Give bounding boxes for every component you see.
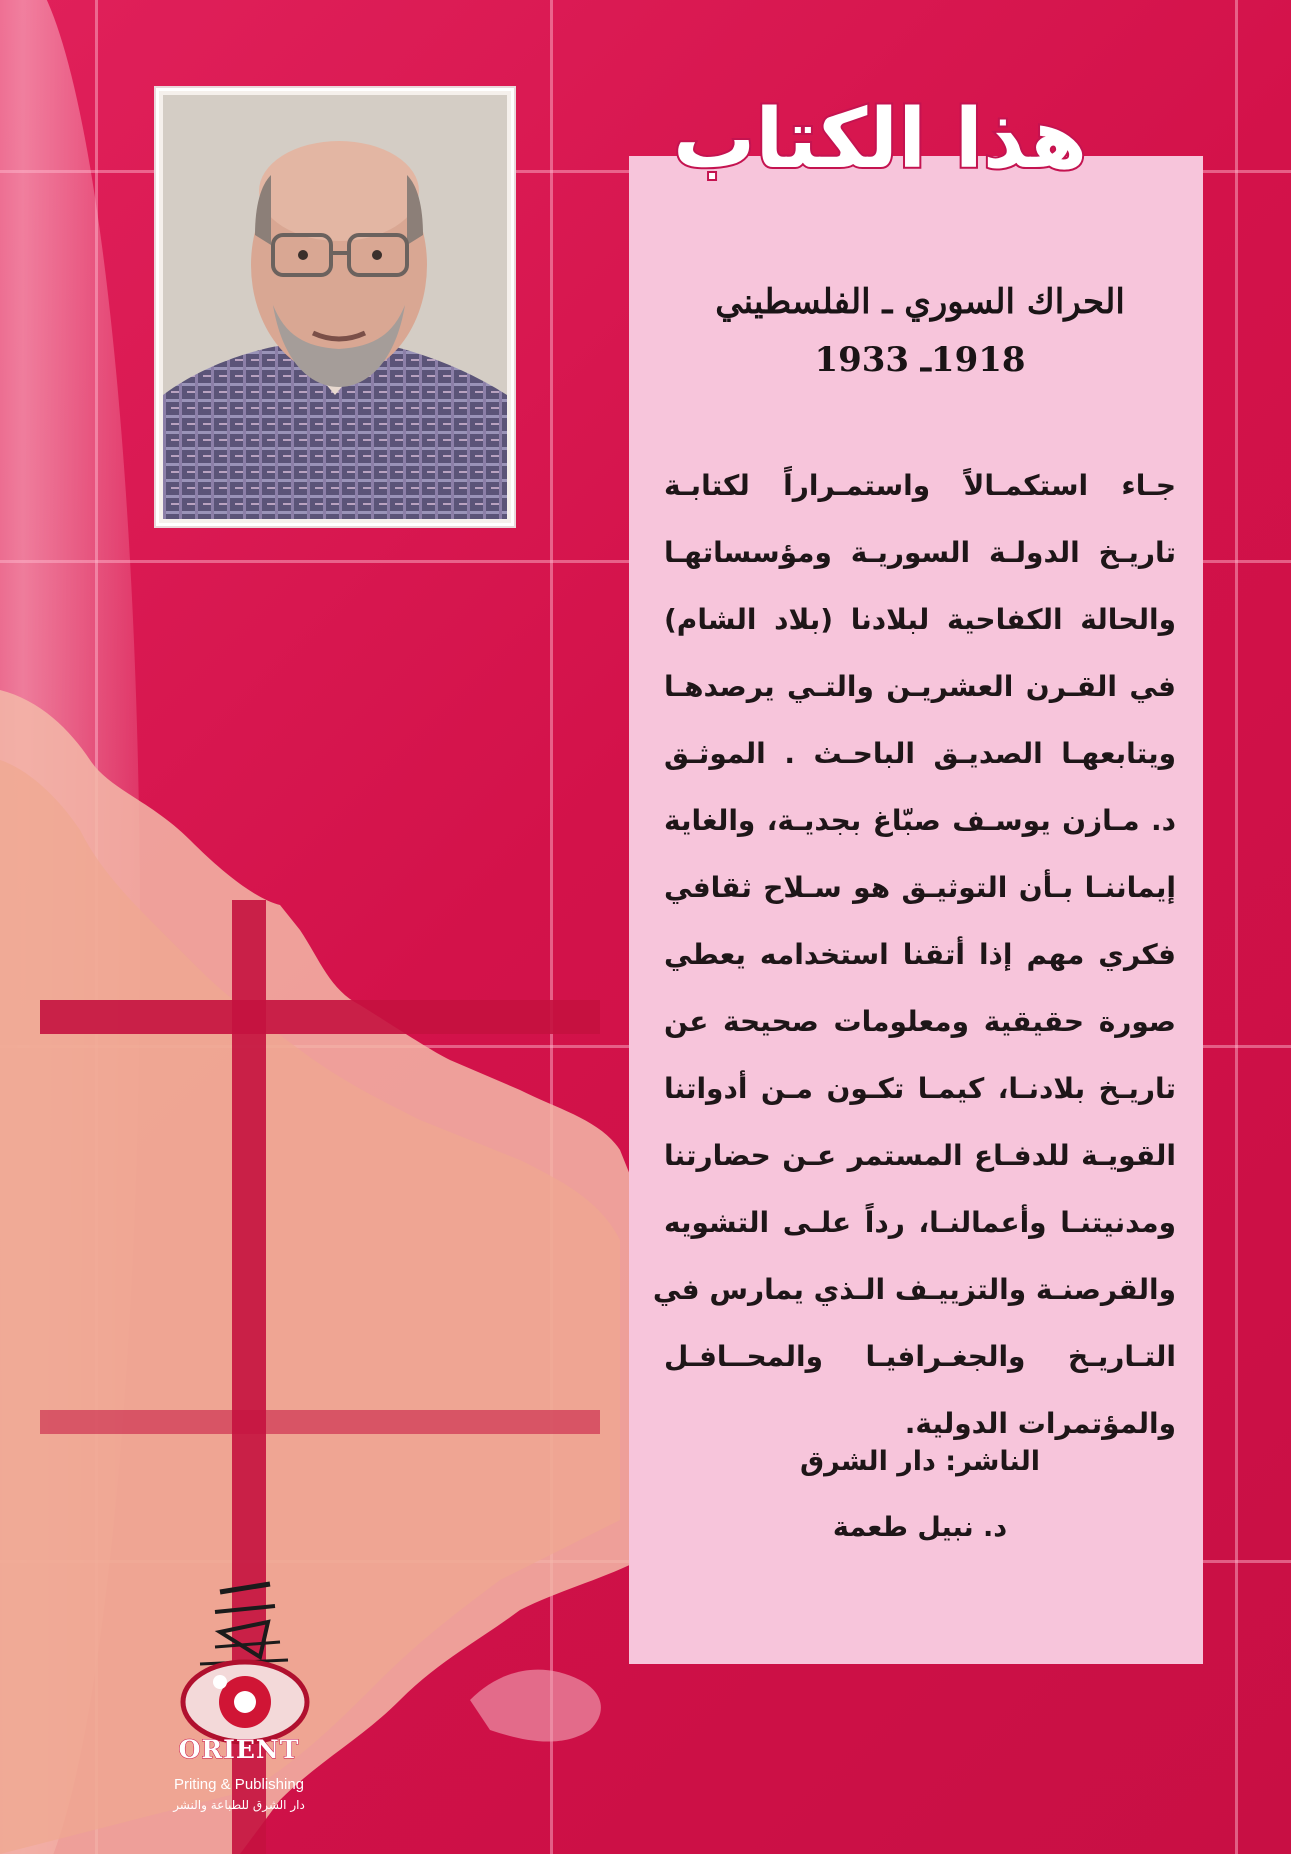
blurb-line: في القـرن العشريـن والتـي يرصدهـا	[664, 670, 1176, 703]
blurb-line: فكري مهم إذا أتقنا استخدامه يعطي	[664, 938, 1176, 971]
blurb-line: القويـة للدفـاع المستمر عـن حضارتنا	[664, 1139, 1176, 1172]
book-title: الحراك السوري ـ الفلسطيني	[715, 282, 1125, 322]
logo-arabic-subtitle: دار الشرق للطباعة والنشر	[173, 1798, 305, 1812]
blurb-line: تاريـخ بلادنـا، كيمـا تكـون مـن أدواتنا	[664, 1072, 1176, 1105]
author-photo-frame	[156, 88, 514, 526]
blurb-line: والمؤتمرات الدولية.	[904, 1407, 1176, 1440]
book-years: 1918ـ 1933	[814, 340, 1026, 380]
author-portrait-image	[163, 95, 507, 519]
logo-wordmark: ORIENT	[178, 1735, 300, 1764]
author-photo	[163, 95, 507, 519]
blurb-line: والحالة الكفاحية لبلادنا (بلاد الشام)	[664, 603, 1176, 636]
blurb-line: والقرصنـة والتزييـف الـذي يمارس في	[652, 1273, 1176, 1306]
blurb-text	[652, 452, 1176, 1457]
blurb-line: ويتابعهـا الصديـق الباحـث . الموثـق	[664, 737, 1176, 770]
blurb-line: د. مـازن يوسـف صبّاغ بجديـة، والغاية	[664, 804, 1176, 837]
blurb-line: إيماننـا بـأن التوثيـق هو سـلاح ثقافي	[664, 871, 1176, 904]
blurb-line: تاريـخ الدولـة السوريـة ومؤسساتهـا	[664, 536, 1176, 569]
blurb-line: صورة حقيقية ومعلومات صحيحة عن	[664, 1005, 1176, 1038]
blurb-line: جـاء استكمـالاً واستمـراراً لكتابـة	[664, 469, 1176, 502]
grid-line	[1235, 0, 1238, 1854]
cover-heading: هذا الكتاب	[672, 92, 1088, 187]
publisher-credit: الناشر: دار الشرق	[800, 1446, 1040, 1477]
logo-subtitle: Priting & Publishing	[173, 1776, 305, 1793]
author-credit: د. نبيل طعمة	[832, 1512, 1008, 1543]
blurb-line: ومدنيتنـا وأعمالنـا، رداً علـى التشويه	[664, 1206, 1176, 1239]
blurb-line: التـاريـخ والجغـرافيـا والمحــافـل	[664, 1340, 1176, 1373]
